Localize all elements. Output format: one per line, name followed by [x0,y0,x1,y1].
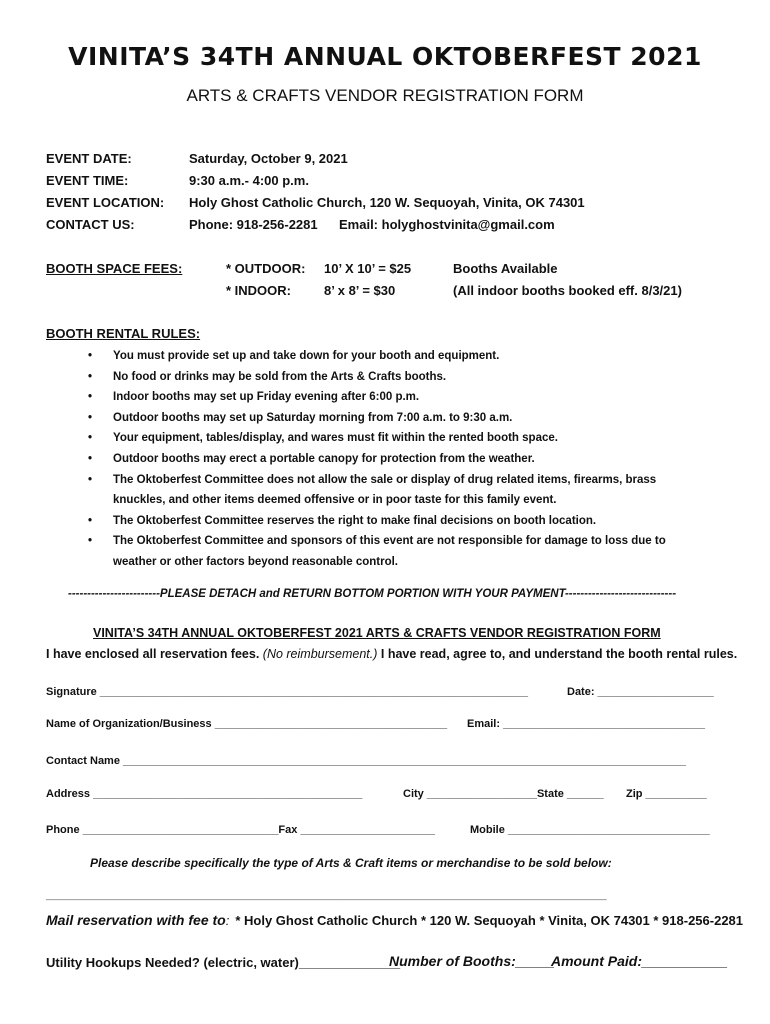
utility-field[interactable]: Utility Hookups Needed? (electric, water)______________ [46,955,401,970]
rule-item: • You must provide set up and take down for your booth and equipment. [88,346,673,367]
agreement-text: I have enclosed all reservation fees. (No reimbursement.) I have read, agree to, and understand the booth rental rules. [46,647,738,661]
event-time-label: EVENT TIME: [46,173,129,188]
rule-item: • The Oktoberfest Committee does not allow the sale or display of drug related items, firearms, brass knuckles, and other items deemed offensive or in poor taste for this family event. [88,470,673,511]
rule-item: • No food or drinks may be sold from the Arts & Crafts booths. [88,367,673,388]
organization-field[interactable]: Name of Organization/Business ______________________________________ [46,718,448,730]
bullet-icon: • [88,452,93,465]
phone-fax-field[interactable]: Phone ________________________________Fax ______________________ [46,824,436,836]
event-time-value: 9:30 a.m.- 4:00 p.m. [189,173,309,188]
form-title: VINITA’S 34TH ANNUAL OKTOBERFEST 2021 ARTS & CRAFTS VENDOR REGISTRATION FORM [93,626,661,640]
page-title: VINITA’S 34TH ANNUAL OKTOBERFEST 2021 [68,42,702,71]
booths-available-note: (All indoor booths booked eff. 8/3/21) [453,283,682,298]
detach-instruction: ------------------------PLEASE DETACH and RETURN BOTTOM PORTION WITH YOUR PAYMENT----------------------------- [68,588,677,600]
bullet-icon: • [88,411,93,424]
booth-fees-label: BOOTH SPACE FEES: [46,261,183,276]
page-subtitle: ARTS & CRAFTS VENDOR REGISTRATION FORM [186,86,584,105]
bullet-icon: • [88,473,93,486]
bullet-icon: • [88,350,93,362]
indoor-label: * INDOOR: [226,283,291,298]
bullet-icon: • [88,432,93,445]
event-location-value: Holy Ghost Catholic Church, 120 W. Sequoyah, Vinita, OK 74301 [189,195,585,210]
rule-item: • Indoor booths may set up Friday evening after 6:00 p.m. [88,387,673,408]
contact-email: Email: holyghostvinita@gmail.com [339,217,555,232]
bullet-icon: • [88,535,93,548]
rule-item: • Outdoor booths may set up Saturday morning from 7:00 a.m. to 9:30 a.m. [88,408,673,429]
outdoor-label: * OUTDOOR: [226,261,306,276]
outdoor-value: 10’ X 10’ = $25 [324,261,412,276]
indoor-value: 8’ x 8’ = $30 [324,283,396,298]
rule-item: • Outdoor booths may erect a portable canopy for protection from the weather. [88,449,673,470]
bullet-icon: • [88,514,93,527]
booths-available-title: Booths Available [453,261,558,276]
number-of-booths-field[interactable]: Number of Booths:_____ [389,953,555,969]
contact-name-field[interactable]: Contact Name ____________________________________________________________________________________________ [46,755,686,767]
mail-instructions: Mail reservation with fee to: * Holy Ghost Catholic Church * 120 W. Sequoyah * Vinita, OK 74301 * 918-256-2281 [46,912,744,928]
bullet-icon: • [88,391,93,404]
zip-field[interactable]: Zip __________ [626,788,707,800]
address-field[interactable]: Address ____________________________________________ [46,788,363,800]
contact-label: CONTACT US: [46,217,135,232]
rule-item: • The Oktoberfest Committee and sponsors of this event are not responsible for damage to loss due to weather or other factors beyond reasonable control. [88,531,673,572]
rule-item: • Your equipment, tables/display, and wares must fit within the rented booth space. [88,428,673,449]
amount-paid-field[interactable]: Amount Paid:___________ [551,953,728,969]
rules-list [88,346,673,573]
event-date-value: Saturday, October 9, 2021 [189,151,348,166]
city-state-field[interactable]: City __________________State ______ [403,788,604,800]
signature-field[interactable]: Signature ______________________________________________________________________ [46,686,529,698]
event-location-label: EVENT LOCATION: [46,195,165,210]
bullet-icon: • [88,370,93,383]
describe-instruction: Please describe specifically the type of Arts & Craft items or merchandise to be sold below: [90,856,612,870]
email-field[interactable]: Email: _________________________________ [467,718,705,730]
rule-item: • The Oktoberfest Committee reserves the right to make final decisions on booth location. [88,511,673,532]
event-date-label: EVENT DATE: [46,151,132,166]
mobile-field[interactable]: Mobile _________________________________ [470,824,710,836]
contact-phone: Phone: 918-256-2281 [189,217,318,232]
date-field[interactable]: Date: ___________________ [567,686,714,698]
rules-heading: BOOTH RENTAL RULES: [46,326,201,341]
describe-line[interactable]: ________________________________________________________________________________________________________________ [46,890,607,900]
